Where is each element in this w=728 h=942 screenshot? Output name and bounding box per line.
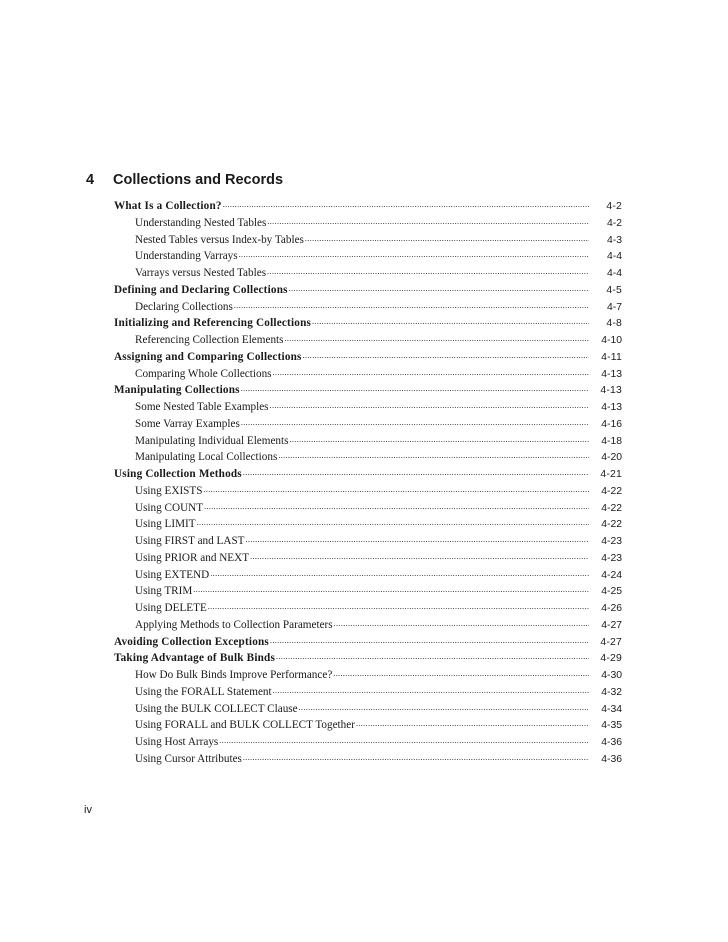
dot-leader	[278, 447, 589, 465]
dot-leader	[333, 665, 589, 683]
toc-entry-title: Using EXISTS	[135, 484, 203, 497]
toc-entry-title: Using FORALL and BULK COLLECT Together	[135, 719, 355, 732]
toc-entry-page: 4-36	[601, 753, 622, 765]
toc-subsection-entry[interactable]	[114, 751, 622, 768]
dot-leader	[299, 699, 589, 717]
toc-entry-page: 4-2	[606, 217, 622, 229]
toc-entry-page: 4-8	[606, 318, 622, 330]
toc-entry-title: Using EXTEND	[135, 568, 210, 581]
toc-entry-page: 4-10	[601, 335, 622, 346]
toc-entry-page: 4-20	[601, 452, 622, 464]
toc-entry-title: Defining and Declaring Collections	[114, 283, 288, 296]
toc-entry-title: Using Host Arrays	[135, 736, 219, 748]
toc-entry-title: Using DELETE	[135, 602, 207, 614]
dot-leader	[241, 414, 589, 432]
toc-entry-title: Using FIRST and LAST	[135, 535, 245, 547]
dot-leader	[204, 498, 589, 516]
toc-entry-page: 4-27	[600, 636, 622, 648]
toc-entry-title: Avoiding Collection Exceptions	[114, 635, 269, 648]
toc-entry-page: 4-21	[600, 469, 622, 480]
dot-leader	[203, 481, 589, 499]
toc-entry-title: Initializing and Referencing Collections	[114, 317, 312, 330]
dot-leader	[290, 431, 590, 449]
chapter-heading	[86, 172, 283, 188]
toc-entry-page: 4-25	[601, 586, 622, 598]
dot-leader	[241, 380, 589, 398]
toc-entry-title: Some Nested Table Examples	[135, 401, 269, 413]
toc-entry-title: Using Cursor Attributes	[135, 752, 242, 765]
toc-entry-page: 4-13	[600, 385, 622, 397]
dot-leader	[239, 246, 589, 264]
toc-entry-page: 4-16	[601, 418, 622, 430]
toc-entry-page: 4-11	[601, 351, 622, 363]
dot-leader	[305, 230, 589, 248]
toc-entry-title: Assigning and Comparing Collections	[114, 350, 302, 363]
dot-leader	[250, 548, 589, 566]
dot-leader	[246, 531, 589, 549]
toc-entry-title: Using the FORALL Statement	[135, 685, 272, 698]
toc-entry-page: 4-3	[606, 234, 622, 246]
dot-leader	[276, 648, 589, 666]
dot-leader	[219, 732, 589, 750]
dot-leader	[285, 330, 590, 348]
toc-entry-title: How Do Bulk Binds Improve Performance?	[135, 669, 333, 681]
dot-leader	[270, 632, 589, 650]
dot-leader	[193, 581, 589, 599]
toc-entry-page: 4-36	[601, 737, 622, 748]
toc-entry-title: Using TRIM	[135, 585, 193, 598]
toc-entry-title: Using LIMIT	[135, 518, 196, 531]
toc-entry-page: 4-2	[606, 201, 622, 212]
dot-leader	[303, 347, 589, 365]
toc-entry-page: 4-27	[601, 619, 622, 631]
toc-entry-title: Some Varray Examples	[135, 417, 240, 430]
dot-leader	[356, 715, 589, 733]
chapter-title: Collections and Records	[113, 172, 284, 188]
toc-entry-title: Using the BULK COLLECT Clause	[135, 702, 298, 715]
toc-entry-title: Using Collection Methods	[114, 468, 242, 480]
toc-entry-title: What Is a Collection?	[114, 200, 222, 212]
chapter-number: 4	[86, 172, 95, 188]
toc-entry-title: Taking Advantage of Bulk Binds	[114, 652, 276, 665]
toc-entry-page: 4-22	[601, 519, 622, 531]
toc-entry-title: Referencing Collection Elements	[135, 334, 284, 346]
toc-entry-page: 4-13	[601, 402, 622, 413]
toc-entry-page: 4-35	[601, 720, 622, 732]
toc-entry-page: 4-18	[601, 435, 622, 447]
dot-leader	[289, 280, 589, 298]
dot-leader	[197, 514, 589, 532]
dot-leader	[267, 213, 589, 231]
dot-leader	[270, 397, 589, 415]
toc-entry-title: Manipulating Local Collections	[135, 451, 278, 464]
toc-entry-page: 4-29	[600, 653, 622, 665]
dot-leader	[234, 297, 589, 315]
dot-leader	[273, 682, 589, 700]
dot-leader	[267, 263, 589, 281]
toc-entry-page: 4-4	[606, 268, 622, 279]
toc-entry-page: 4-5	[606, 284, 622, 296]
toc-entry-title: Applying Methods to Collection Parameters	[135, 618, 333, 631]
toc-entry-page: 4-7	[606, 301, 622, 313]
toc-entry-title: Comparing Whole Collections	[135, 367, 272, 380]
toc-entry-page: 4-4	[606, 251, 622, 263]
dot-leader	[223, 196, 589, 214]
toc-entry-title: Understanding Varrays	[135, 250, 238, 263]
page-number: iv	[84, 804, 92, 816]
dot-leader	[243, 749, 589, 767]
dot-leader	[210, 565, 589, 583]
toc-entry-page: 4-13	[601, 368, 622, 380]
toc-entry-title: Nested Tables versus Index-by Tables	[135, 233, 304, 246]
dot-leader	[312, 313, 589, 331]
toc-entry-title: Manipulating Individual Elements	[135, 434, 289, 447]
toc-entry-page: 4-23	[601, 536, 622, 547]
toc-entry-title: Using PRIOR and NEXT	[135, 551, 250, 564]
toc-entry-title: Varrays versus Nested Tables	[135, 267, 267, 279]
toc-list	[114, 198, 622, 768]
toc-entry-page: 4-22	[601, 502, 622, 514]
toc-entry-page: 4-26	[601, 603, 622, 614]
dot-leader	[208, 598, 589, 616]
toc-entry-title: Using COUNT	[135, 501, 204, 514]
dot-leader	[334, 615, 589, 633]
toc-entry-page: 4-32	[601, 686, 622, 698]
toc-entry-page: 4-23	[601, 552, 622, 564]
toc-entry-title: Manipulating Collections	[114, 384, 240, 397]
toc-entry-title: Understanding Nested Tables	[135, 216, 267, 229]
toc-entry-title: Declaring Collections	[135, 300, 233, 313]
dot-leader	[243, 464, 589, 482]
dot-leader	[273, 364, 589, 382]
toc-entry-page: 4-24	[601, 569, 622, 581]
toc-entry-page: 4-34	[601, 703, 622, 715]
toc-entry-page: 4-30	[601, 670, 622, 681]
toc-entry-page: 4-22	[601, 485, 622, 497]
